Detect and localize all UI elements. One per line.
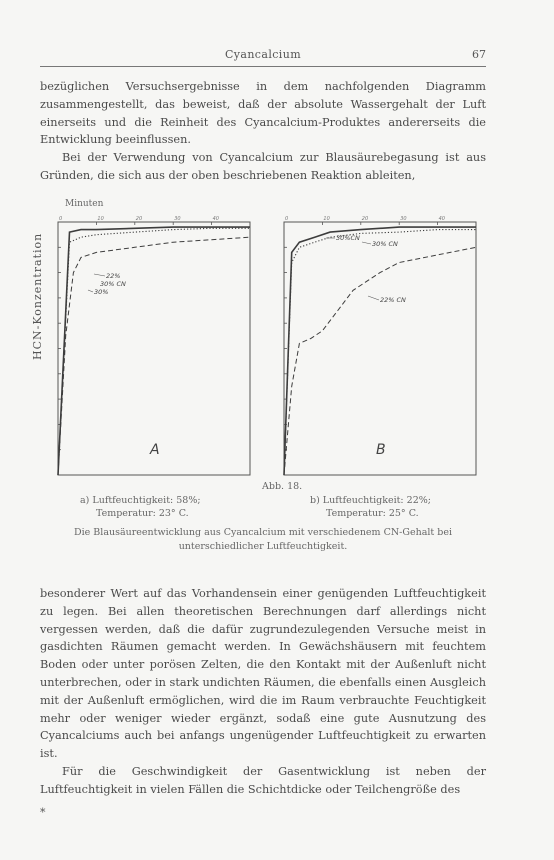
series-line	[58, 228, 250, 475]
x-tick-label: 20	[361, 216, 369, 222]
x-tick-label: 40	[438, 216, 445, 222]
figure-caption	[40, 526, 486, 554]
curve-label: 22%	[106, 272, 121, 280]
chart-panel-b	[276, 210, 488, 478]
plot-frame	[284, 222, 476, 475]
x-tick-label: 0	[59, 216, 63, 222]
paragraph-intro: bezüglichen Versuchsergebnisse in dem nachfolgenden Diagramm zusammengestellt, das beweist, daß der absolute Wassergehalt der Luft einerseits und die Reinheit des Cyancalcium-Produktes andererseits die Entwicklung beeinflussen.	[40, 80, 486, 147]
figure-caption-line-2: unterschiedlicher Luftfeuchtigkeit.	[178, 541, 348, 552]
curve-label: 30%	[94, 288, 109, 296]
curve-label: 30%CN	[336, 234, 360, 242]
x-tick-label: 10	[97, 216, 104, 222]
series-line	[58, 227, 250, 475]
y-axis-label: HCN-Konzentration	[31, 232, 44, 360]
caption-panel-b	[310, 494, 431, 520]
figure-caption-line-1: Die Blausäureentwicklung aus Cyancalcium mit verschiedenem CN-Gehalt bei	[74, 527, 452, 538]
paragraph-last: Für die Geschwindigkeit der Gasentwicklung ist neben der Luftfeuchtigkeit in vielen Fällen die Schichtdicke oder Teilchengröße des	[40, 764, 486, 796]
caption-panel-a	[80, 494, 201, 520]
chart-panel-a	[50, 210, 262, 478]
curve-label: 30% CN	[372, 240, 398, 248]
x-tick-label: 10	[323, 216, 330, 222]
body-text-top	[40, 78, 486, 185]
label-leader	[368, 296, 379, 300]
series-line	[284, 230, 476, 475]
plot-frame	[58, 222, 250, 475]
panel-letter: B	[376, 442, 386, 458]
label-leader	[88, 290, 93, 292]
chart-svg	[276, 210, 488, 478]
caption-b-temperature: Temperatur: 25° C.	[326, 508, 419, 519]
x-tick-label: 30	[400, 216, 407, 222]
body-text-bottom	[40, 585, 486, 799]
x-tick-label: 30	[174, 216, 181, 222]
curve-label: 30% CN	[100, 280, 126, 288]
paragraph-second: Bei der Verwendung von Cyancalcium zur Blausäurebegasung ist aus Gründen, die sich aus der oben beschriebenen Reaktion ableiten,	[40, 151, 486, 182]
chart-svg	[50, 210, 262, 478]
x-tick-label: 40	[212, 216, 219, 222]
caption-b-humidity: b) Luftfeuchtigkeit: 22%;	[310, 495, 431, 506]
running-title: Cyancalcium	[224, 48, 302, 61]
paragraph-after-figure: besonderer Wert auf das Vorhandensein einer genügenden Luftfeuchtigkeit zu legen. Bei allen theoretischen Berechnungen darf allerdings nicht vergessen werden, daß die dafür zugrundezulegenden Versuche meist in gasdichten Räumen gemacht werden. In Gewächshäusern mit feuchtem Boden oder unter porösen Zelten, die den Kontakt mit der Außenluft nicht unterbrechen, oder in stark undichten Räumen, die ebenfalls einen Ausgleich mit der Außenluft ermöglichen, wird die im Raum verbrauchte Feuchtigkeit mehr oder weniger wieder ergänzt, sodaß eine gute Ausnutzung des Cyancalciums auch bei anfangs ungenügender Luftfeuchtigkeit zu erwarten ist.	[40, 587, 486, 761]
x-tick-label: 20	[135, 216, 143, 222]
figure-number: Abb. 18.	[262, 481, 303, 492]
footnote-mark: *	[40, 806, 46, 819]
label-leader	[362, 242, 371, 244]
panel-letter: A	[150, 442, 160, 458]
series-line	[284, 247, 476, 475]
label-leader	[94, 274, 105, 276]
curve-label: 22% CN	[380, 296, 406, 304]
series-line	[58, 237, 250, 475]
x-axis-label: Minuten	[65, 199, 104, 209]
series-line	[284, 227, 476, 475]
caption-a-humidity: a) Luftfeuchtigkeit: 58%;	[80, 495, 201, 506]
page-number: 67	[472, 48, 486, 61]
caption-a-temperature: Temperatur: 23° C.	[96, 508, 189, 519]
x-tick-label: 0	[285, 216, 289, 222]
header-rule	[40, 66, 486, 67]
